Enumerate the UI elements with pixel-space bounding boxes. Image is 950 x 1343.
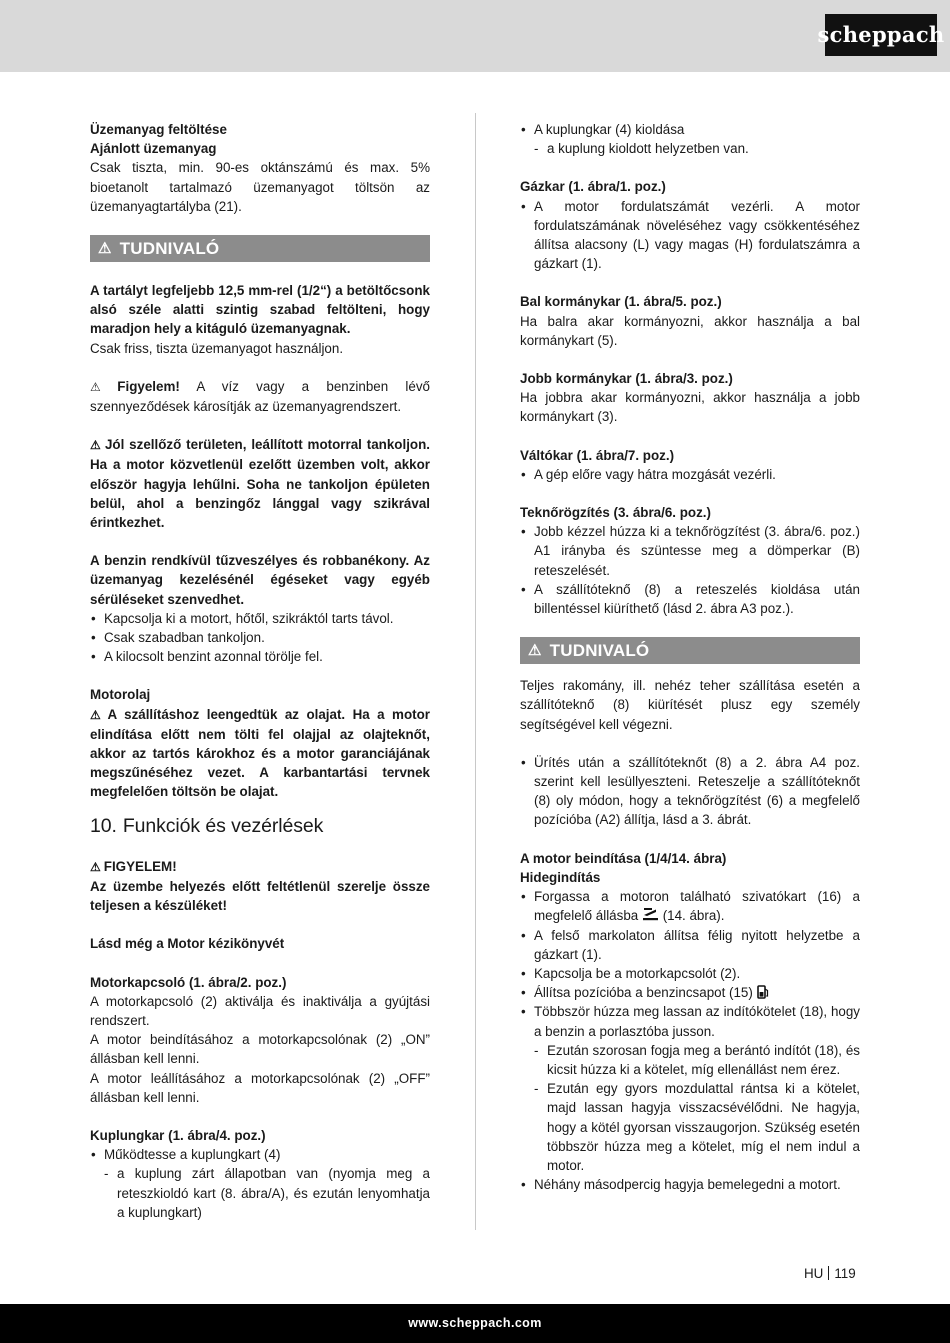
list-item: - Ezután szorosan fogja meg a berántó indítót (18), és kicsit húzza ki a kötelet, míg ellenállást nem érez.	[534, 1041, 860, 1079]
list-item: • A gép előre vagy hátra mozgását vezérli.	[520, 465, 860, 484]
section-title-text: Funkciók és vezérlések	[122, 814, 324, 837]
cold-start-heading: Hidegindítás	[520, 869, 601, 885]
warning-triangle-icon: ⚠	[90, 379, 115, 394]
left-column	[90, 120, 430, 1222]
notice-label: TUDNIVALÓ	[119, 239, 220, 259]
switch-text-2: A motor beindításához a motorkapcsolónak (2) „ON” állásban kell lenni.	[90, 1032, 430, 1067]
notice1-bold-text: A tartályt legfeljebb 12,5 mm-rel (1/2“) a betöltőcsonk alsó széle alatti szintig szabad feltölteni, hogy maradjon hely a kitáguló üzemanyagnak.	[90, 283, 430, 337]
clutch-release-list	[520, 120, 860, 158]
list-item: • Jobb kézzel húzza ki a teknőrögzítést (3. ábra/6. poz.) A1 irányba és szüntesse meg a dömperkar (B) reteszelését.	[520, 522, 860, 580]
page-number-value: 119	[834, 1266, 856, 1281]
right-column	[520, 120, 860, 1194]
warning-triangle-icon: ⚠	[528, 642, 542, 660]
warning-triangle-icon: ⚠	[90, 859, 101, 874]
list-item: • Ürítés után a szállítóteknőt (8) a 2. ábra A4 poz. szerint kell lesüllyeszteni. Reteszelje a szállítóteknőt (8) oly módon, hogy a teknőrögzítést (6) a megfelelő pozícióba (A2) állítja, lásd a 3. ábrát.	[520, 753, 860, 830]
flammable-list	[90, 609, 430, 667]
trough-list	[520, 522, 860, 618]
start-list	[520, 887, 860, 1194]
notice-box-1	[90, 235, 430, 262]
see-manual: Lásd még a Motor kézikönyvét	[90, 936, 285, 952]
switch-text-3: A motor leállításához a motorkapcsolónak (2) „OFF” állásban kell lenni.	[90, 1070, 430, 1105]
page-separator	[828, 1266, 829, 1280]
start-step-1a: Forgassa a motoron található szivatókart (16) a megfelelő állásba	[534, 889, 860, 924]
empty-list	[520, 753, 860, 830]
ventilated-text: Jól szellőző területen, leállított motorral tankoljon. Ha a motor közvetlenül ezelőtt üzemben volt, akkor először hagyja lehűlni. Soha ne tankoljon épületen belül, ahol a benzingőz lánggal vagy szikrával érintkezhet.	[90, 437, 430, 531]
notice-box-2	[520, 637, 860, 664]
warning-label-line	[90, 857, 430, 877]
header-band	[0, 0, 950, 72]
flammable-text: A benzin rendkívül tűzveszélyes és robbanékony. Az üzemanyag kezelésénél égéseket vagy egyéb sérüléseket szenvedhet.	[90, 553, 430, 607]
attention-text: A víz vagy a benzinben lévő szennyeződések károsítják az üzemanyagrendszert.	[90, 378, 430, 415]
start-heading: A motor beindítása (1/4/14. ábra)	[520, 850, 727, 866]
left-handle-text: Ha balra akar kormányozni, akkor használja a bal kormánykart (5).	[520, 313, 860, 348]
list-item: • Csak szabadban tankoljon.	[90, 628, 430, 647]
clutch-sublist	[104, 1164, 430, 1222]
list-item: • A kilocsolt benzint azonnal törölje fel.	[90, 647, 430, 666]
attention-paragraph	[90, 377, 430, 416]
list-item: • Kapcsolja be a motorkapcsolót (2).	[520, 964, 860, 983]
warning-label: FIGYELEM!	[103, 858, 177, 874]
right-handle-text: Ha jobbra akar kormányozni, akkor használja a jobb kormánykart (3).	[520, 390, 860, 425]
start-step-4: Állítsa pozícióba a benzincsapot (15)	[534, 985, 753, 1001]
switch-heading: Motorkapcsoló (1. ábra/2. poz.)	[90, 974, 287, 990]
fuel-subheading: Ajánlott üzemanyag	[90, 141, 217, 157]
notice2-text: Teljes rakomány, ill. nehéz teher szállítása esetén a szállítóteknő (8) kiürítését plusz egy személy segítségével kell végezni.	[520, 678, 860, 732]
start-step-5: Többször húzza meg lassan az indítókötelet (18), hogy a benzin a porlasztóba jusson.	[534, 1004, 860, 1039]
list-item: - Ezután egy gyors mozdulattal rántsa ki a kötelet, majd lassan hagyja visszacsévélődni. Ne hagyja, hogy a kötél gyorsan visszaugorjon. Szükség esetén többször húzza meg a kötelet, míg el nem indul a motor.	[534, 1079, 860, 1175]
clutch-heading: Kuplungkar (1. ábra/4. poz.)	[90, 1127, 266, 1143]
choke-icon	[642, 907, 659, 921]
warning-triangle-icon: ⚠	[98, 240, 112, 258]
notice1-text: Csak friss, tiszta üzemanyagot használjon.	[90, 340, 344, 356]
language-code: HU	[804, 1266, 824, 1281]
clutch-release-text: A kuplungkar (4) kioldása	[534, 122, 685, 137]
start-step-1b: (14. ábra).	[662, 908, 725, 924]
switch-text-1: A motorkapcsoló (2) aktiválja és inaktiválja a gyújtási rendszert.	[90, 993, 430, 1028]
throttle-heading: Gázkar (1. ábra/1. poz.)	[520, 179, 666, 195]
list-item: - a kuplung kioldott helyzetben van.	[534, 139, 860, 158]
footer-bar	[0, 1304, 950, 1343]
list-item: • A felső markolaton állítsa félig nyitott helyzetbe a gázkart (1).	[520, 926, 860, 964]
list-item: • A szállítóteknő (8) a reteszelés kioldása után billentéssel kiüríthető (lásd 2. ábra A3 poz.).	[520, 580, 860, 618]
notice-label: TUDNIVALÓ	[549, 641, 650, 661]
attention-label: Figyelem!	[117, 378, 180, 394]
list-item	[90, 1145, 430, 1222]
left-handle-heading: Bal kormánykar (1. ábra/5. poz.)	[520, 294, 722, 310]
column-divider	[475, 113, 476, 1230]
gear-heading: Váltókar (1. ábra/7. poz.)	[520, 447, 675, 463]
scheppach-logo: scheppach	[825, 14, 937, 56]
footer-url[interactable]: www.scheppach.com	[408, 1316, 542, 1330]
list-item: • A motor fordulatszámát vezérli. A motor fordulatszámának növeléséhez vagy csökkentéséhez állítsa alacsony (L) vagy magas (H) fordulatszámra a gázkart (1).	[520, 197, 860, 274]
list-item	[520, 1002, 860, 1175]
list-item: - a kuplung zárt állapotban van (nyomja meg a reteszkioldó kart (8. ábra/A), és ezután lenyomhatja a kuplungkart)	[104, 1164, 430, 1222]
start-sublist	[534, 1041, 860, 1175]
warning-text: Az üzembe helyezés előtt feltétlenül szerelje össze teljesen a készüléket!	[90, 878, 430, 914]
throttle-list	[520, 197, 860, 274]
list-item: • Kapcsolja ki a motort, hőtől, szikráktól tarts távol.	[90, 609, 430, 628]
list-item: • Néhány másodpercig hagyja bemelegedni a motort.	[520, 1175, 860, 1194]
fuel-pump-icon	[757, 985, 769, 999]
section-title	[90, 814, 430, 838]
warning-triangle-icon: ⚠	[90, 707, 105, 722]
warning-triangle-icon: ⚠	[90, 438, 102, 453]
page-number	[804, 1264, 856, 1283]
list-item	[520, 120, 860, 158]
fuel-text: Csak tiszta, min. 90-es oktánszámú és max. 5% bioetanolt tartalmazó üzemanyagot töltsön az üzemanyagtartályba (21).	[90, 160, 430, 214]
fuel-heading: Üzemanyag feltöltése	[90, 122, 227, 137]
ventilated-paragraph	[90, 435, 430, 532]
gear-list	[520, 465, 860, 484]
trough-heading: Teknőrögzítés (3. ábra/6. poz.)	[520, 505, 711, 521]
clutch-bullet-text: Működtesse a kuplungkart (4)	[104, 1147, 281, 1163]
clutch-release-sublist	[534, 139, 860, 158]
list-item	[520, 983, 860, 1002]
list-item	[520, 887, 860, 925]
right-handle-heading: Jobb kormánykar (1. ábra/3. poz.)	[520, 371, 733, 387]
oil-paragraph	[90, 705, 430, 802]
section-number: 10.	[90, 814, 117, 837]
oil-text: A szállításhoz leengedtük az olajat. Ha a motor elindítása előtt nem tölti fel olajjal az olajteknőt, akkor az tartós károkhoz és a motor garanciájának megszűnéséhez vezet. A karbantartási tervnek megfelelően töltsön be olajat.	[90, 706, 430, 800]
clutch-list	[90, 1145, 430, 1222]
oil-heading: Motorolaj	[90, 687, 151, 703]
